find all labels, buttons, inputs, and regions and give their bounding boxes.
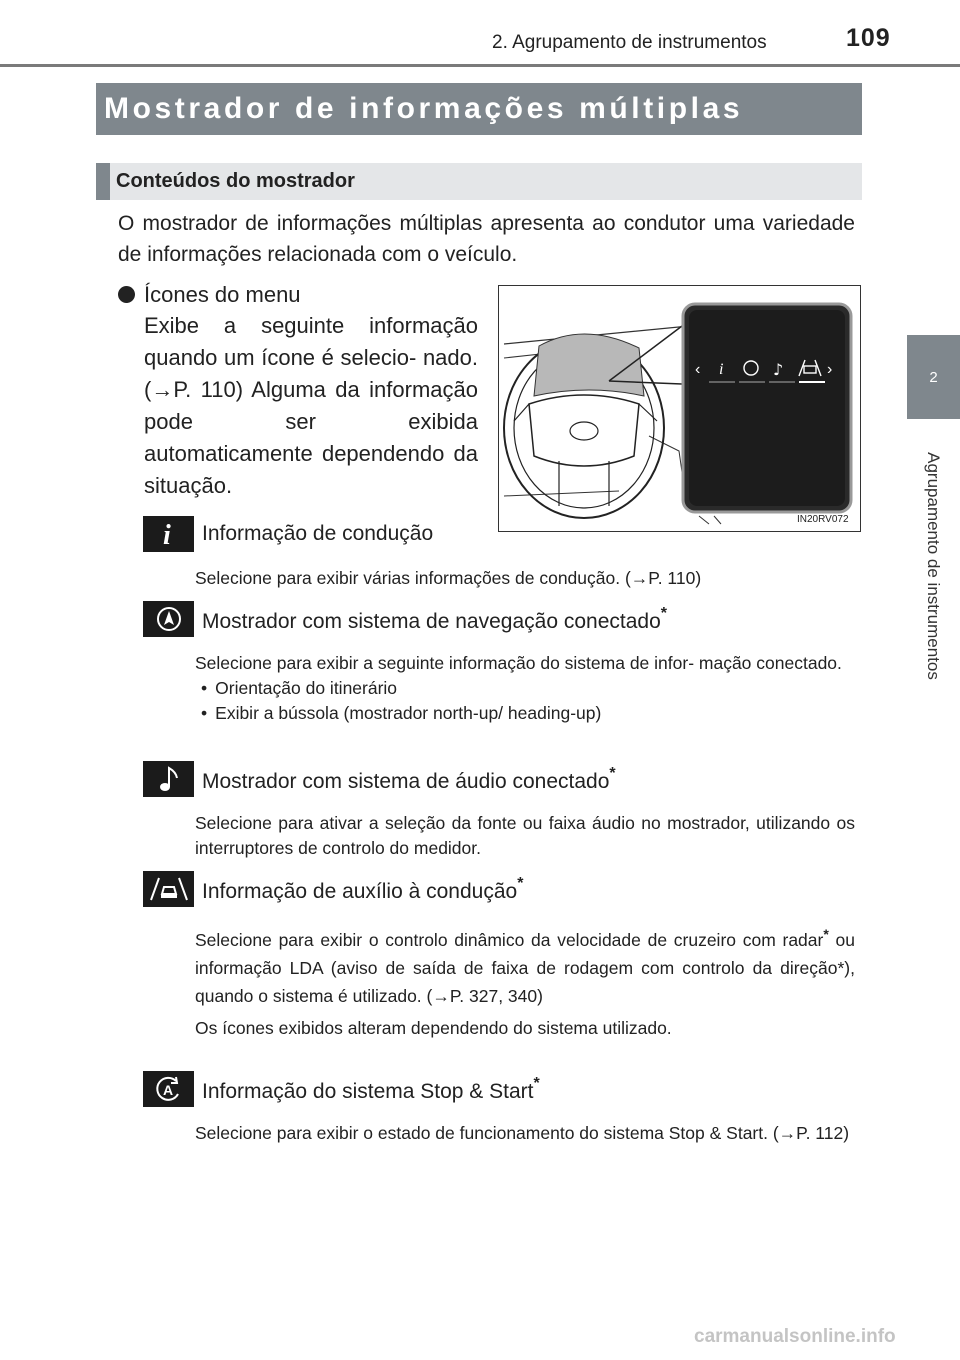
item-driving-assist: [143, 871, 523, 907]
page-number: 109: [846, 24, 891, 52]
svg-text:A: A: [162, 1082, 173, 1098]
chapter-number: 2: [929, 368, 938, 386]
footnote-star: *: [609, 764, 616, 782]
driving-assist-icon: [143, 871, 194, 907]
section-title: 2. Agrupamento de instrumentos: [492, 32, 767, 53]
illustration-code: IN20RV072: [797, 514, 849, 525]
item-label: Informação de condução: [202, 522, 434, 545]
item-label: Informação de auxílio à condução: [202, 879, 518, 903]
item-driving-info: [143, 516, 433, 552]
stop-start-icon: [143, 1071, 194, 1107]
svg-text:‹: ‹: [695, 361, 701, 378]
footnote-star: *: [533, 1074, 540, 1092]
navigation-icon: [143, 601, 194, 637]
item-navigation: [143, 601, 667, 637]
menu-icons-description: Exibe a seguinte informação quando um ícone é selecio- nado. (→P. 110) Alguma da informação pode ser exibida automaticamente dependendo da situação.: [144, 313, 478, 498]
subheading: Conteúdos do mostrador: [116, 170, 355, 192]
bullet-dot-icon: [118, 286, 135, 303]
list-item: • Orientação do itinerário: [195, 676, 855, 701]
footnote-star: *: [660, 604, 667, 622]
header-divider: [0, 64, 960, 67]
info-icon: [143, 516, 194, 552]
list-item: • Exibir a bússola (mostrador north-up/ heading-up): [195, 701, 855, 726]
svg-text:i: i: [162, 520, 171, 549]
section-heading-bar: [96, 83, 862, 135]
item-description-text: ou informação LDA (aviso de saída de faixa de rodagem com controlo da direção*), quando o sistema é utilizado. (→P. 327, 340): [195, 930, 855, 1006]
music-note-icon: [143, 761, 194, 797]
svg-text:♪: ♪: [773, 360, 784, 379]
item-description-text: Selecione para exibir a seguinte informação do sistema de infor- mação conectado.: [195, 653, 842, 673]
item-stop-start: [143, 1071, 540, 1107]
item-label: Mostrador com sistema de navegação conectado: [202, 609, 661, 633]
item-label: Informação do sistema Stop & Start: [202, 1079, 534, 1103]
item-description: [195, 651, 855, 726]
footnote-star: *: [517, 874, 524, 892]
footnote-star: *: [823, 926, 829, 942]
item-description: Selecione para exibir várias informações de condução. (→P. 110): [195, 568, 702, 588]
svg-text:›: ›: [827, 361, 833, 378]
item-description: Selecione para exibir o estado de funcionamento do sistema Stop & Start. (→P. 112): [195, 1123, 850, 1143]
chapter-tab: [907, 335, 960, 419]
steering-wheel-display-drawing: [499, 286, 860, 531]
item-audio: [143, 761, 616, 797]
item-note: Os ícones exibidos alteram dependendo do sistema utilizado.: [195, 1018, 672, 1038]
item-description-text: Selecione para exibir o controlo dinâmico da velocidade de cruzeiro com radar: [195, 930, 824, 950]
item-description: [195, 920, 855, 1042]
intro-paragraph: O mostrador de informações múltiplas apresenta ao condutor uma variedade de informações relacionada com o veículo.: [118, 212, 855, 266]
dashboard-illustration: [498, 285, 861, 532]
item-description: Selecione para ativar a seleção da fonte ou faixa áudio no mostrador, utilizando os interruptores de controlo do medidor.: [195, 813, 855, 858]
subheading-bar: [96, 163, 862, 200]
menu-icons-heading: [118, 279, 480, 311]
svg-text:i: i: [719, 361, 724, 378]
item-label: Mostrador com sistema de áudio conectado: [202, 769, 610, 793]
page-title: Mostrador de informações múltiplas: [104, 92, 744, 125]
chapter-label: Agrupamento de instrumentos: [924, 452, 943, 680]
menu-icons-title: Ícones do menu: [144, 282, 301, 307]
watermark: carmanualsonline.info: [694, 1326, 896, 1347]
